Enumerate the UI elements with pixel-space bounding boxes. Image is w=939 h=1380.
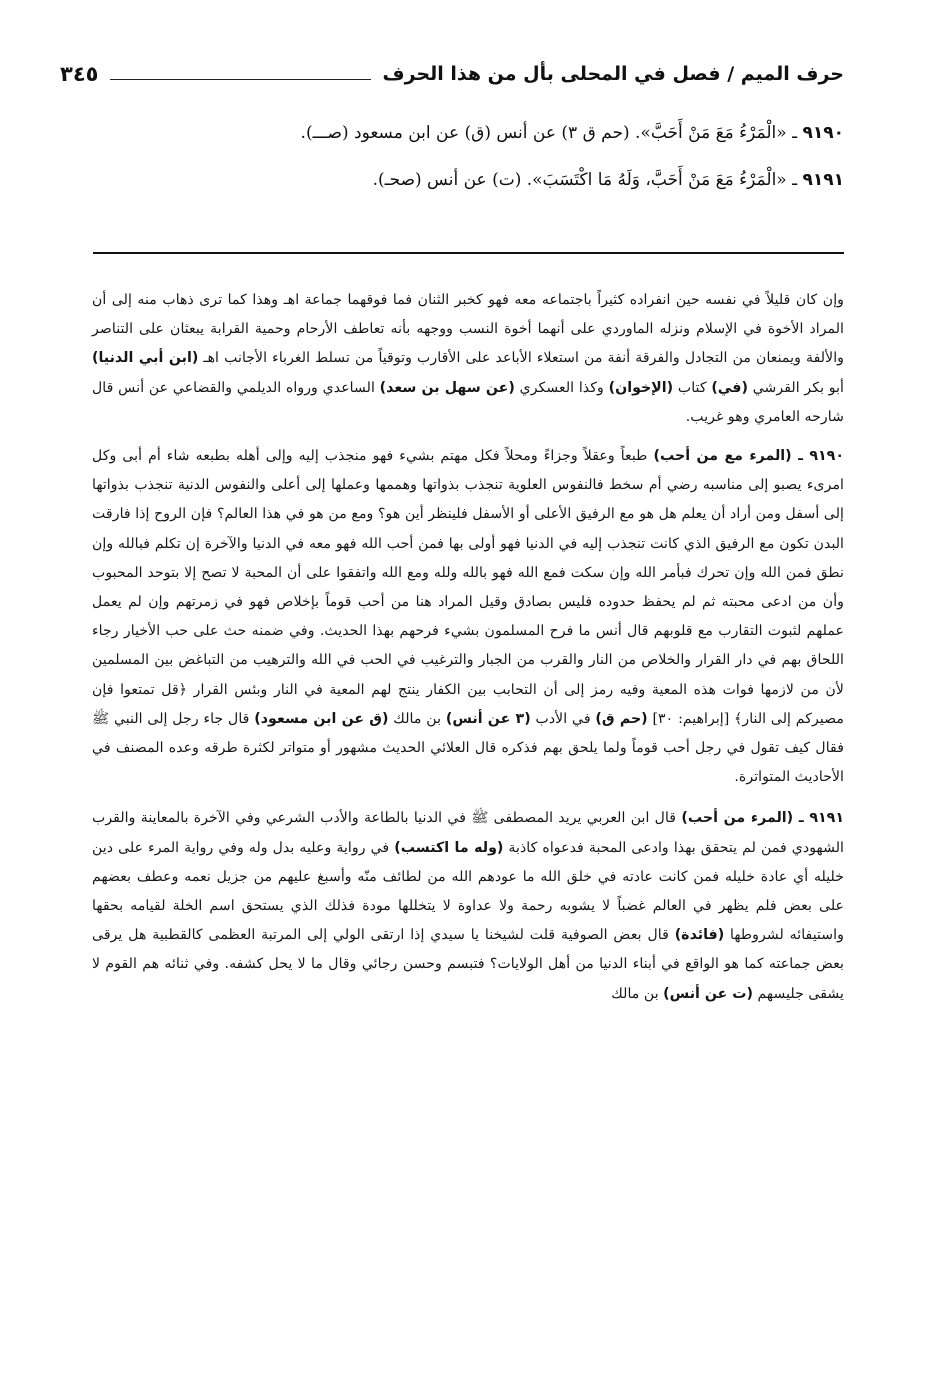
source-citation: (فائدة) [674, 927, 725, 944]
text-run: بن مالك [611, 985, 664, 1002]
source-citation: (ت عن أنس) [663, 985, 753, 1002]
commentary-paragraph-intro [92, 286, 844, 432]
source-citation: (وله ما اكتسب) [394, 839, 504, 856]
text-run: في رواية وعليه بدل وله وفي رواية المرء على دين خليله أي عادة خليله فمن كانت عادته في خلق الله ما عودهم الله من لطائف منّه وأسبغ عليهم من جزيل نعمه وعطف بعضهم على بعض فلم يظهر في العالم غضباً لا يشوبه رحمة ولا عداوة لا يتخللها مودة فذلك الذي يستحق اسم الخلة لقيامه بحقها واستيفائه لشروطها [92, 839, 844, 944]
source-citation: (ق عن ابن مسعود) [254, 710, 389, 727]
header-title: حرف الميم / فصل في المحلى بأل من هذا الحرف [382, 63, 844, 85]
source-citation: (حم ق) [595, 710, 648, 727]
commentary-paragraph-9190 [92, 442, 844, 792]
text-run: طبعاً وعقلاً وجزاءً ومحلاً فكل مهتم بشيء فهو منجذب إليه وإلى أهله بطبعه شاء أم أبى وكل امرىء يصبو إلى مناسبه رضي أم سخط فالنفوس العلوية تنجذب بذواتها وهممها وعملها إلى أعلى والنفوس الدنية تنجذب بذواتها إلى أسفل ومن أراد أن يعلم هل هو مع الرفيق الأعلى أو الأسفل فلينظر أين هو؟ ومع من هو في هذا العالم؟ فإن الروح إذا فارقت البدن تكون مع الرفيق الذي كانت تنجذب إليه في الدنيا فهو أولى بها فمن أحب الله فهو معه في الدنيا والآخرة إن تكلم فبالله وإن نطق فمن الله وإن تحرك فبأمر الله وإن سكت فمع الله فهو بالله ولله ومع الله واتفقوا على أن المحبة لا تصح إلا بتوحد المحبوب وأن من ادعى محبته ثم لم يحفظ حدوده فليس بصادق وقيل المراد هنا من أحب قوماً بإخلاص فهو في زمرتهم وإن لم يعمل عملهم لثبوت التقارب مع قلوبهم قال أنس ما فرح المسلمون بشيء فرحهم بهذا الحديث. وفي ضمنه حث على حب الأخيار رجاء اللحاق بهم في دار القرار والخلاص من النار والقرب من الجبار والترغيب في الحب في الله والترهيب من التباغض بين المسلمين لأن من لازمها فوات هذه المعية وفيه رمز إلى أن التحابب بين الكفار ينتج لهم المعية في النار وبئس القرار ﴿قل تمتعوا فإن مصيركم إلى النار﴾ [إبراهيم: ٣٠] [92, 448, 845, 727]
page-number: ٣٤٥ [60, 62, 99, 86]
text-run: كتاب [673, 379, 712, 396]
hadith-matn [90, 120, 844, 214]
hadith-9190 [90, 120, 844, 147]
hadith-text: «الْمَرْءُ مَعَ مَنْ أَحَبَّ». (حم ق ٣) عن أنس (ق) عن ابن مسعود (صـــ). [300, 123, 787, 143]
commentary-paragraph-9191 [92, 804, 844, 1008]
text-run: بن مالك [388, 710, 446, 727]
source-citation: (ابن أبي الدنيا) [92, 350, 199, 367]
section-divider [93, 252, 844, 254]
commentary-heading: ٩١٩١ ـ (المرء من أحب) [681, 810, 844, 827]
source-citation: (٣ عن أنس) [445, 710, 531, 727]
text-run: وإن كان قليلاً في نفسه حين انفراده كثيراً باجتماعه معه فهو كخبر الثنان فما فوقهما جماعة اهـ وهذا كما ترى ذهاب منه إلى أن المراد الأخوة في الإسلام ونزله الماوردي على أنهما أخوة النسب ووجهه بأنه تعاطف الأرحام وحمية القرابة يبعثان على التناصر والألفة ويمنعان من التجادل والفرقة أنفة من استعلاء الأباعد على الأقارب وتوقياً من تسلط الغرباء الأجانب اهـ [92, 292, 844, 367]
text-run: قال بعض الصوفية قلت لشيخنا يا سيدي إذا ارتقى الولي إلى المرتبة العظمى كالقطبية هل يرقى بعض جماعته كما هو الواقع في أبناء الدنيا من أهل الولايات؟ فتبسم وحسن رجائي وقال ما لا يحل كشفه. وفي ثنائه هم القوم لا يشقى جليسهم [92, 927, 844, 1002]
text-run: وكذا العسكري [514, 379, 609, 396]
header-rule [110, 79, 370, 80]
dash: ـ [786, 170, 798, 190]
text-run: قال ابن العربي يريد المصطفى ﷺ في الدنيا بالطاعة والأدب الشرعي وفي الآخرة بالمعاينة والقرب الشهودي فمن لم يتحقق بهذا وادعى المحبة فدعواه كاذبة [92, 810, 845, 856]
hadith-number: ٩١٩١ [802, 170, 844, 190]
running-header [60, 56, 844, 92]
text-run: الساعدي ورواه الديلمي والقضاعي عن أنس قال شارحه العامري وهو غريب. [92, 379, 844, 425]
hadith-9191 [90, 167, 844, 194]
text-run: قال جاء رجل إلى النبي ﷺ فقال كيف تقول في رجل أحب قوماً ولما يلحق بهم فذكره قال العلائي الحديث مشهور أو متواتر لكثرة طرقه وعده المصنف في الأحاديث المتواترة. [92, 710, 844, 786]
source-citation: (في) [711, 379, 748, 396]
source-citation: (عن سهل بن سعد) [379, 379, 515, 396]
text-run: في الأدب [530, 710, 596, 727]
text-run: أبو بكر القرشي [747, 379, 845, 396]
source-citation: (الإخوان) [608, 379, 674, 396]
commentary-heading: ٩١٩٠ ـ (المرء مع من أحب) [653, 448, 844, 465]
hadith-number: ٩١٩٠ [802, 123, 844, 143]
hadith-text: «الْمَرْءُ مَعَ مَنْ أَحَبَّ، وَلَهُ مَا اكْتَسَبَ». (ت) عن أنس (صحـ). [372, 170, 787, 190]
dash: ـ [786, 123, 798, 143]
commentary [92, 286, 844, 1015]
